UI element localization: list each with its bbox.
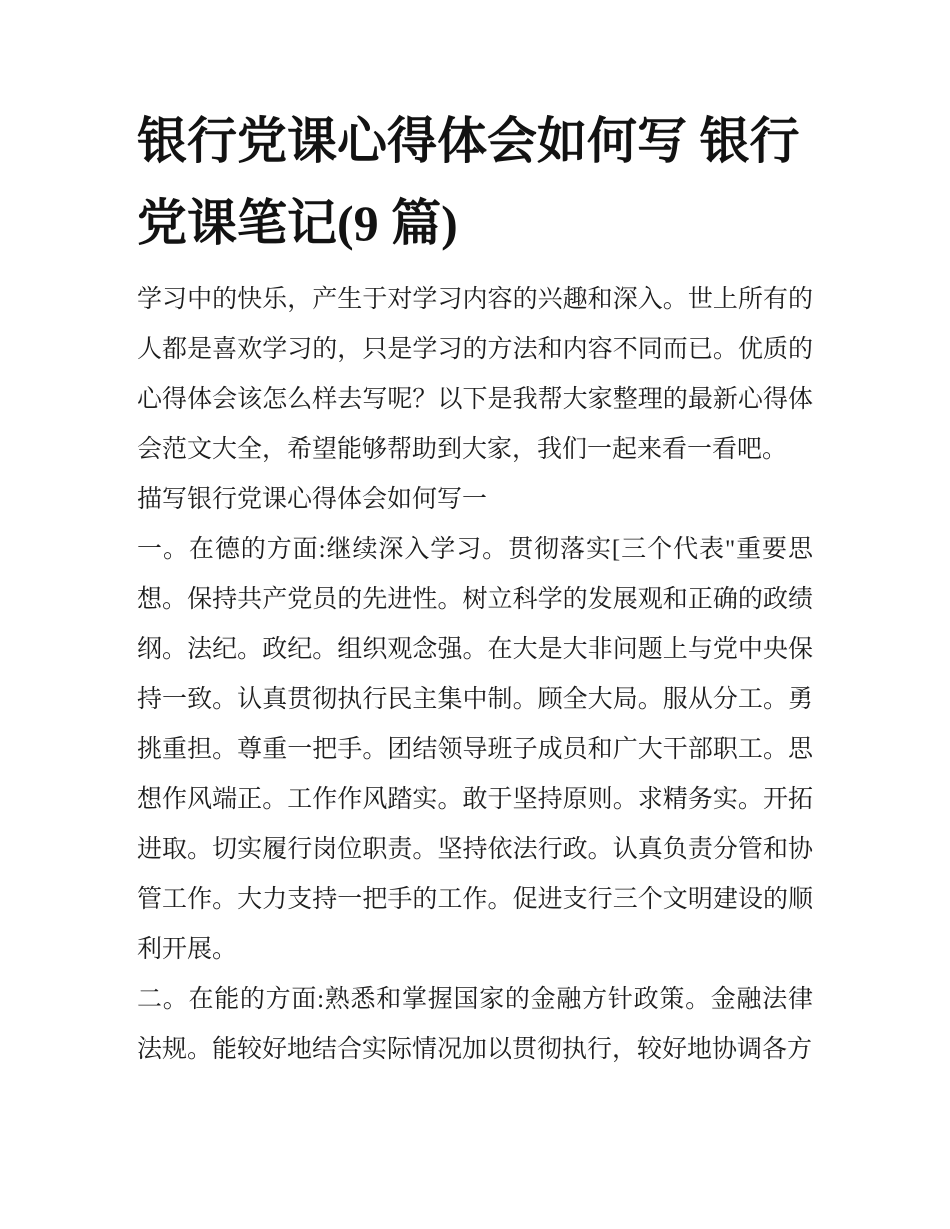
body-paragraph-section-one: 一。在德的方面:继续深入学习。贯彻落实[三个代表"重要思想。保持共产党员的先进性。树立科学的发展观和正确的政绩纲。法纪。政纪。组织观念强。在大是大非问题上与党中央保持一致。认真贯彻执行民主集中制。顾全大局。服从分工。勇挑重担。尊重一把手。团结领导班子成员和广大干部职工。思想作风端正。工作作风踏实。敢于坚持原则。求精务实。开拓进取。切实履行岗位职责。坚持依法行政。认真负责分管和协管工作。大力支持一把手的工作。促进支行三个文明建设的顺利开展。 [137, 536, 813, 963]
intro-paragraph: 学习中的快乐，产生于对学习内容的兴趣和深入。世上所有的人都是喜欢学习的，只是学习的方法和内容不同而已。优质的心得体会该怎么样去写呢？以下是我帮大家整理的最新心得体会范文大全，希望能够帮助到大家，我们一起来看一看吧。 [137, 286, 813, 463]
body-paragraph-section-two: 二。在能的方面:熟悉和掌握国家的金融方针政策。金融法律法规。能较好地结合实际情况加以贯彻执行，较好地协调各方 [137, 986, 813, 1063]
page-title: 银行党课心得体会如何写 银行党课笔记(9 篇) [137, 113, 800, 251]
section-heading-paragraph: 描写银行党课心得体会如何写一 [137, 486, 488, 513]
